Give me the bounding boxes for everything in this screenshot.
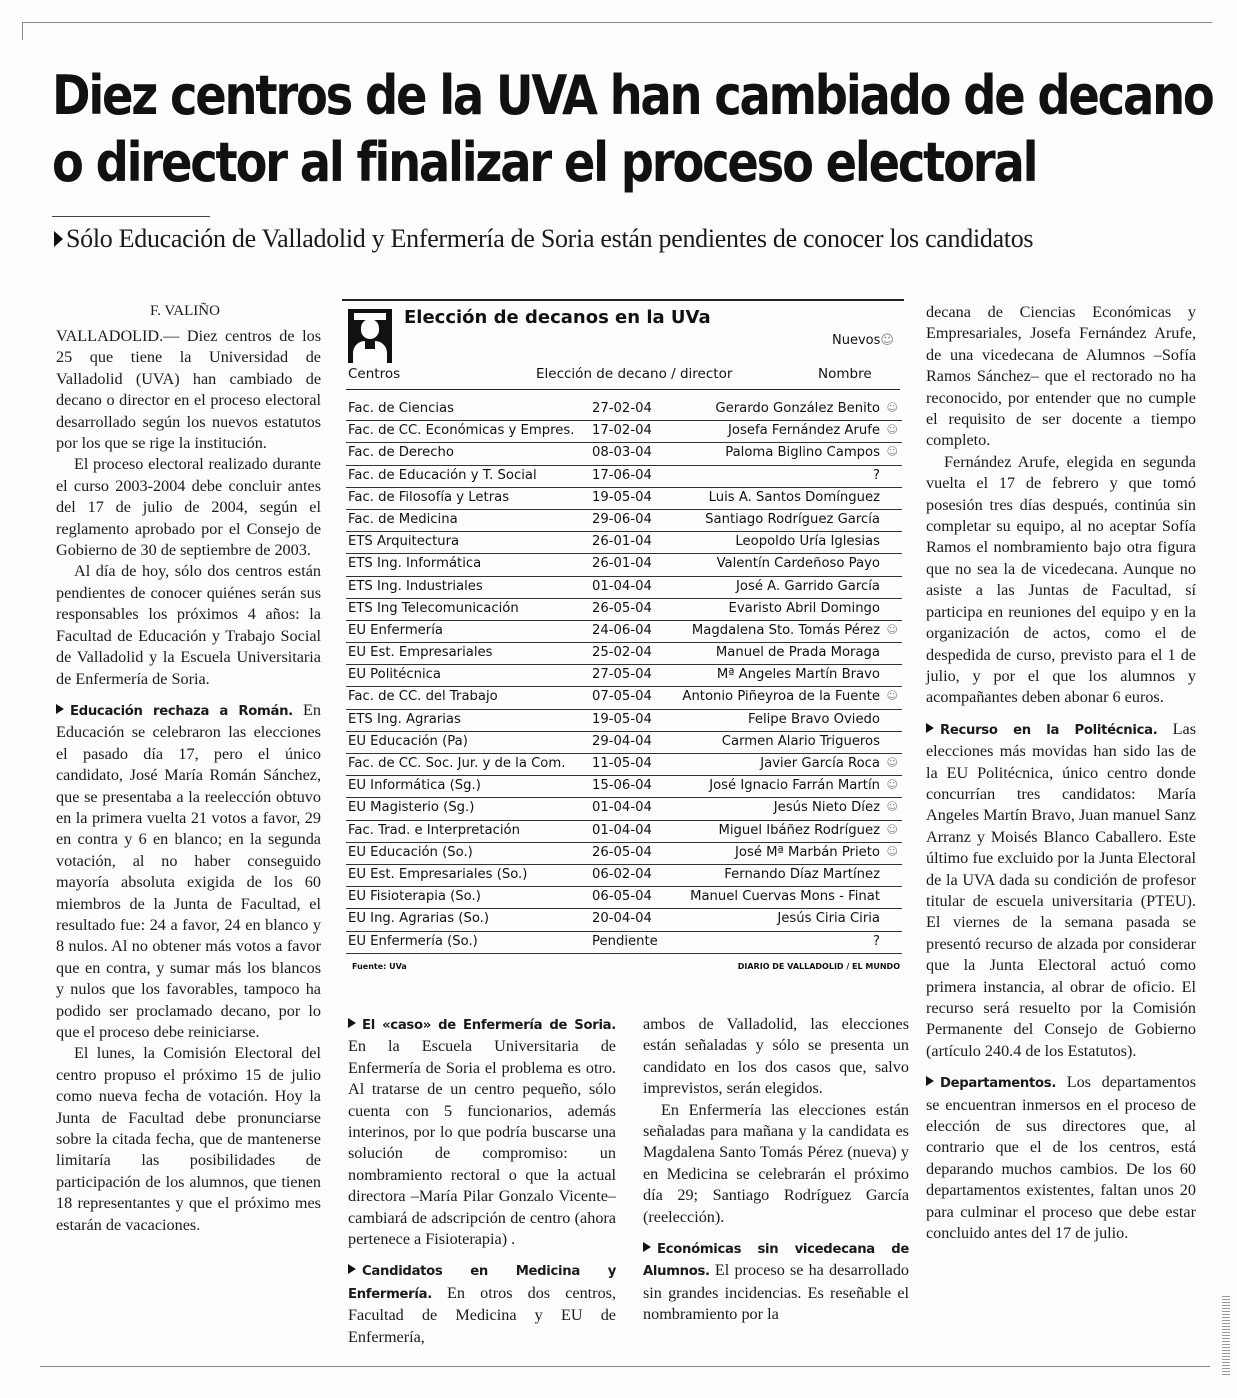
paragraph: El proceso electoral realizado durante el curso 2003-2004 debe concluir antes del 17 de julio de 2004, según el reglamento aprobado por el Consejo de Gobierno de 30 de septiembre de 2003. [56, 455, 321, 560]
triangle-icon [54, 231, 63, 247]
cell-fecha: 26-05-04 [592, 600, 652, 616]
cell-fecha: 08-03-04 [592, 445, 652, 461]
cell-nombre: Felipe Bravo Oviedo [748, 711, 880, 727]
cell-nombre: Antonio Piñeyroa de la Fuente [682, 689, 880, 705]
cell-fecha: 20-04-04 [592, 911, 652, 927]
cell-centro: Fac. de Medicina [348, 511, 458, 527]
cell-nombre: Manuel de Prada Moraga [715, 645, 880, 661]
table-row [346, 887, 902, 909]
cell-fecha: 27-05-04 [592, 667, 652, 683]
table-row [346, 865, 902, 887]
cell-nombre: Carmen Alario Trigueros [721, 733, 880, 749]
cell-centro: ETS Ing. Agrarias [348, 711, 461, 727]
cell-nombre: Javier García Roca [760, 756, 880, 771]
new-marker-icon: ☺ [886, 689, 898, 703]
cell-fecha: 17-06-04 [592, 467, 652, 483]
cell-fecha: 26-01-04 [592, 556, 652, 572]
section-text: En Educación se celebraron las elecciones el pasado día 17, pero el único candidato, José María Román Sánchez, que se presentaba a la reelección obtuvo en la primera vuelta 21 votos a favor, 29 en contra y 6 en blanco; en la segunda votación, al no haber conseguido mayoría absoluta exigida de los 60 miembros de la Junta de Facultad, el resultado fue: 24 a favor, 24 en blanco y 8 nulos. Al no obtener más votos a favor que en contra, y sumar más los blancos y nulos que los favorables, tampoco ha podido ser proclamado decano, por lo que el proceso debe reiniciarse. [56, 700, 321, 1041]
table-row [346, 798, 902, 820]
table-row [346, 599, 902, 621]
section-heading: Departamentos. [940, 1076, 1057, 1092]
section-text: Las elecciones más movidas han sido las de la EU Politécnica, único centro donde concurrían tres candidatos: María Angeles Martín Bravo, Juan manuel Sanz Arranz y Moisés Blanco Caballero. Este último fue excluido por la Junta Electoral de la UVA dada su condición de profesor titular de escuela universitaria (PTEU). El viernes de la semana pasada se presentó recurso de alzada por considerar que la Junta Electoral actuó como primera instancia, al obrar de oficio. El recurso será resuelto por la Comisión Permanente del Consejo de Gobierno (artículo 240.4 de los Estatutos). [926, 719, 1196, 1060]
cell-centro: ETS Ing Telecomunicación [348, 600, 519, 616]
cell-nombre: Gerardo González Benito [715, 401, 880, 416]
cell-fecha: 01-04-04 [592, 822, 652, 838]
cell-centro: EU Educación (Pa) [348, 733, 468, 749]
cell-centro: EU Est. Empresariales (So.) [348, 866, 528, 882]
paragraph: ambos de Valladolid, las elecciones están señaladas y sólo se presenta un candidato en los dos casos que, salvo imprevistos, serán elegidos. [643, 1015, 909, 1098]
section-heading: Recurso en la Politécnica. [940, 722, 1158, 738]
section-paragraph [348, 1260, 616, 1348]
table-row [346, 399, 902, 421]
cell-nombre: Miguel Ibáñez Rodríguez [718, 822, 880, 838]
cell-nombre: Mª Angeles Martín Bravo [716, 667, 880, 683]
cell-centro: Fac. de Ciencias [348, 401, 454, 416]
table-row [346, 909, 902, 931]
cell-nombre: Jesús Ciria Ciria [777, 911, 880, 927]
table-row [346, 665, 902, 687]
subtitle-rule [52, 216, 210, 217]
section-heading: El «caso» de Enfermería de Soria. [362, 1018, 616, 1033]
cell-fecha: 15-06-04 [592, 778, 652, 794]
table-source: Fuente: UVa [352, 962, 407, 971]
paragraph: El lunes, la Comisión Electoral del centro propuso el próximo 15 de julio como nueva fecha de votación. Hoy la Junta de Facultad debe pronunciarse sobre la citada fecha, que de mantenerse limitaría las posibilidades de participación de los alumnos, que tienen 18 representantes y que el próximo mes estarán de vacaciones. [56, 1044, 321, 1234]
cell-fecha: 29-04-04 [592, 733, 652, 749]
legend-label: Nuevos [832, 333, 881, 348]
table-row [346, 532, 902, 554]
cell-fecha: 26-01-04 [592, 534, 652, 550]
arrow-icon [926, 1076, 934, 1086]
section-paragraph [926, 719, 1196, 1063]
table-title: Elección de decanos en la UVa [404, 307, 711, 328]
table-row [346, 843, 902, 865]
table-row [346, 488, 902, 510]
cell-centro: EU Informática (Sg.) [348, 778, 481, 794]
byline: F. VALIÑO [150, 303, 220, 319]
cell-nombre: Fernando Díaz Martínez [724, 866, 880, 882]
cell-nombre: Valentín Cardeñoso Payo [716, 556, 880, 572]
cell-centro: EU Politécnica [348, 667, 441, 683]
table-row [346, 510, 902, 532]
new-marker-icon: ☺ [886, 401, 898, 414]
section-heading: Educación rechaza a Román. [70, 703, 293, 719]
cell-centro: EU Est. Empresariales [348, 645, 493, 661]
cell-nombre: José Ignacio Farrán Martín [709, 778, 880, 794]
section-heading: Económicas sin vicedecana de Alumnos. [643, 1242, 909, 1280]
table-row [346, 577, 902, 599]
paragraph: Al día de hoy, sólo dos centros están pendientes de conocer quiénes serán sus responsables los próximos 4 años: la Facultad de Educación y Trabajo Social de Valladolid y la Escuela Universitaria de Enfermería de Soria. [56, 562, 321, 688]
table-row [346, 466, 902, 488]
section-paragraph [643, 1238, 909, 1326]
cell-fecha: 19-05-04 [592, 489, 652, 505]
page-frame-left [22, 22, 23, 40]
arrow-icon [348, 1018, 356, 1028]
cell-nombre: José A. Garrido García [736, 578, 880, 594]
headline-line-1: Diez centros de la UVA han cambiado de decano [52, 64, 1213, 127]
cell-centro: Fac. de Educación y T. Social [348, 467, 537, 483]
new-marker-icon: ☺ [886, 822, 898, 836]
cell-centro: Fac. de Derecho [348, 445, 454, 461]
cell-fecha: 25-02-04 [592, 645, 652, 661]
new-marker-icon: ☺ [886, 756, 898, 769]
column-header-fecha: Elección de decano / director [536, 366, 733, 382]
section-paragraph [348, 1014, 616, 1250]
arrow-icon [926, 723, 934, 733]
cell-centro: Fac. de CC. Soc. Jur. y de la Com. [348, 756, 566, 771]
cell-centro: EU Magisterio (Sg.) [348, 800, 475, 816]
cell-centro: EU Enfermería [348, 622, 443, 638]
cell-fecha: 27-02-04 [592, 401, 652, 416]
new-marker-icon: ☺ [886, 844, 898, 858]
table-top-rule [342, 299, 904, 301]
table-row [346, 554, 902, 576]
cell-centro: Fac. de Filosofía y Letras [348, 489, 510, 505]
elections-table [342, 299, 904, 979]
cell-centro: EU Educación (So.) [348, 844, 473, 860]
table-row [346, 421, 902, 443]
paragraph: decana de Ciencias Económicas y Empresariales, Josefa Fernández Arufe, de una vicedecana de Alumnos –Sofía Ramos Sánchez– que el rectorado no ha reconocido, por entender que no cumple el requisito de ser docente a tiempo completo. [926, 303, 1196, 450]
subtitle-text: Sólo Educación de Valladolid y Enfermería de Soria están pendientes de conocer los candidatos [66, 224, 1034, 253]
graduate-icon [348, 309, 392, 363]
subtitle [54, 224, 1033, 254]
table-row [346, 821, 902, 843]
arrow-icon [643, 1242, 651, 1252]
table-row [346, 932, 902, 954]
cell-nombre: ? [873, 467, 880, 483]
table-credit: DIARIO DE VALLADOLID / EL MUNDO [737, 962, 900, 971]
table-row [346, 710, 902, 732]
new-marker-icon: ☺ [880, 333, 894, 348]
table-row [346, 643, 902, 665]
cell-nombre: Paloma Biglino Campos [725, 445, 880, 461]
section-text: En otros dos centros, Facultad de Medicina y EU de Enfermería, [348, 1283, 617, 1346]
article-column-2 [348, 1014, 616, 1348]
cell-centro: Fac. de CC. Económicas y Empres. [348, 423, 575, 439]
cell-nombre: Jesús Nieto Díez [773, 800, 880, 816]
cell-fecha: 26-05-04 [592, 844, 652, 860]
section-paragraph [56, 700, 321, 1044]
table-row [346, 621, 902, 643]
cell-centro: EU Ing. Agrarias (So.) [348, 911, 489, 927]
cell-centro: ETS Ing. Informática [348, 556, 482, 572]
header-rule [346, 389, 900, 390]
table-body [346, 399, 902, 954]
cell-fecha: 24-06-04 [592, 622, 652, 638]
cell-nombre: ? [873, 933, 880, 949]
new-marker-icon: ☺ [886, 800, 898, 814]
section-heading: Candidatos en Medicina y Enfermería. [348, 1264, 616, 1302]
headline-line-2: o director al finalizar el proceso electoral [52, 131, 1037, 194]
cell-nombre: Santiago Rodríguez García [705, 511, 880, 527]
cell-fecha: 29-06-04 [592, 511, 652, 527]
cell-fecha: Pendiente [592, 933, 658, 949]
new-marker-icon: ☺ [886, 778, 898, 792]
paragraph: Fernández Arufe, elegida en segunda vuelta el 17 de febrero y que tomó posesión tres días después, continúa sin completar su equipo, al no aceptar Sofía Ramos el nombramiento bajo otra figura que no sea la de vicedecana. Aunque no asiste a las Juntas de Facultad, sí participa en reuniones del equipo y en la organización de actos, como el de despedida de curso, previsto para el 1 de julio, y por el que los alumnos y acompañantes deben abonar 6 euros. [926, 452, 1196, 707]
cell-centro: ETS Arquitectura [348, 534, 460, 550]
column-header-centros: Centros [348, 366, 401, 382]
article-column-1 [56, 326, 321, 1236]
cell-nombre: José Mª Marbán Prieto [735, 844, 880, 860]
article-column-3 [643, 1014, 909, 1326]
cell-nombre: Manuel Cuervas Mons - Finat [690, 889, 880, 905]
new-marker-icon: ☺ [886, 622, 898, 636]
table-row [346, 732, 902, 754]
cell-centro: ETS Ing. Industriales [348, 578, 483, 594]
cell-centro: Fac. de CC. del Trabajo [348, 689, 498, 705]
cell-centro: EU Fisioterapia (So.) [348, 889, 481, 905]
section-text: El proceso se ha desarrollado sin grandes incidencias. Es reseñable el nombramiento por la [643, 1261, 910, 1324]
paragraph: En Enfermería las elecciones están señaladas para mañana y la candidata es Magdalena Santo Tomás Pérez (nueva) y en Medicina se celebrarán el próximo día 29; Santiago Rodríguez García (reelección). [643, 1100, 909, 1226]
cell-nombre: Magdalena Sto. Tomás Pérez [691, 622, 880, 638]
cell-nombre: Josefa Fernández Arufe [728, 423, 880, 439]
arrow-icon [348, 1264, 356, 1274]
table-row [346, 443, 902, 465]
section-text: Los departamentos se encuentran inmersos en el proceso de elección de sus directores que, al contrario que el de los centros, está deparando muchos cambios. De los 60 departamentos existentes, faltan unos 20 para culminar el proceso que debe estar concluido antes del 17 de julio. [926, 1073, 1196, 1243]
page-frame-bottom [40, 1366, 1210, 1367]
cell-nombre: Leopoldo Uría Iglesias [735, 534, 880, 550]
cell-fecha: 11-05-04 [592, 756, 652, 771]
headline [52, 62, 1213, 196]
cell-fecha: 19-05-04 [592, 711, 652, 727]
cell-centro: EU Enfermería (So.) [348, 933, 478, 949]
cell-nombre: Luis A. Santos Domínguez [708, 489, 880, 505]
new-marker-icon: ☺ [886, 445, 898, 459]
cell-fecha: 01-04-04 [592, 800, 652, 816]
cell-fecha: 01-04-04 [592, 578, 652, 594]
table-row [346, 776, 902, 798]
page-frame-top [22, 22, 1212, 23]
cell-fecha: 17-02-04 [592, 423, 652, 439]
table-row [346, 754, 902, 776]
section-text: En la Escuela Universitaria de Enfermería de Soria el problema es otro. Al tratarse de un centro pequeño, sólo cuenta con 5 funcionarios, además interinos, por lo que podría buscarse una solución de compromiso: un nombramiento rectoral o que la actual directora –María Pilar Gonzalo Vicente– cambiará de adscripción de centro (ahora pertenece a Fisioterapia) . [348, 1037, 616, 1249]
article-column-4 [926, 302, 1196, 1244]
column-header-nombre: Nombre [818, 366, 872, 382]
cell-centro: Fac. Trad. e Interpretación [348, 822, 520, 838]
table-row [346, 687, 902, 709]
new-marker-icon: ☺ [886, 423, 898, 437]
paragraph: VALLADOLID.— Diez centros de los 25 que tiene la Universidad de Valladolid (UVA) han cambiado de decano o director en el proceso electoral desarrollado según los nuevos estatutos por los que se rige la institución. [56, 327, 321, 453]
cell-fecha: 07-05-04 [592, 689, 652, 705]
arrow-icon [56, 704, 64, 714]
cell-fecha: 06-05-04 [592, 889, 652, 905]
cell-nombre: Evaristo Abril Domingo [728, 600, 880, 616]
cell-fecha: 06-02-04 [592, 866, 652, 882]
legend-new [832, 333, 894, 348]
section-paragraph [926, 1072, 1196, 1244]
scan-edge [1222, 1295, 1230, 1375]
